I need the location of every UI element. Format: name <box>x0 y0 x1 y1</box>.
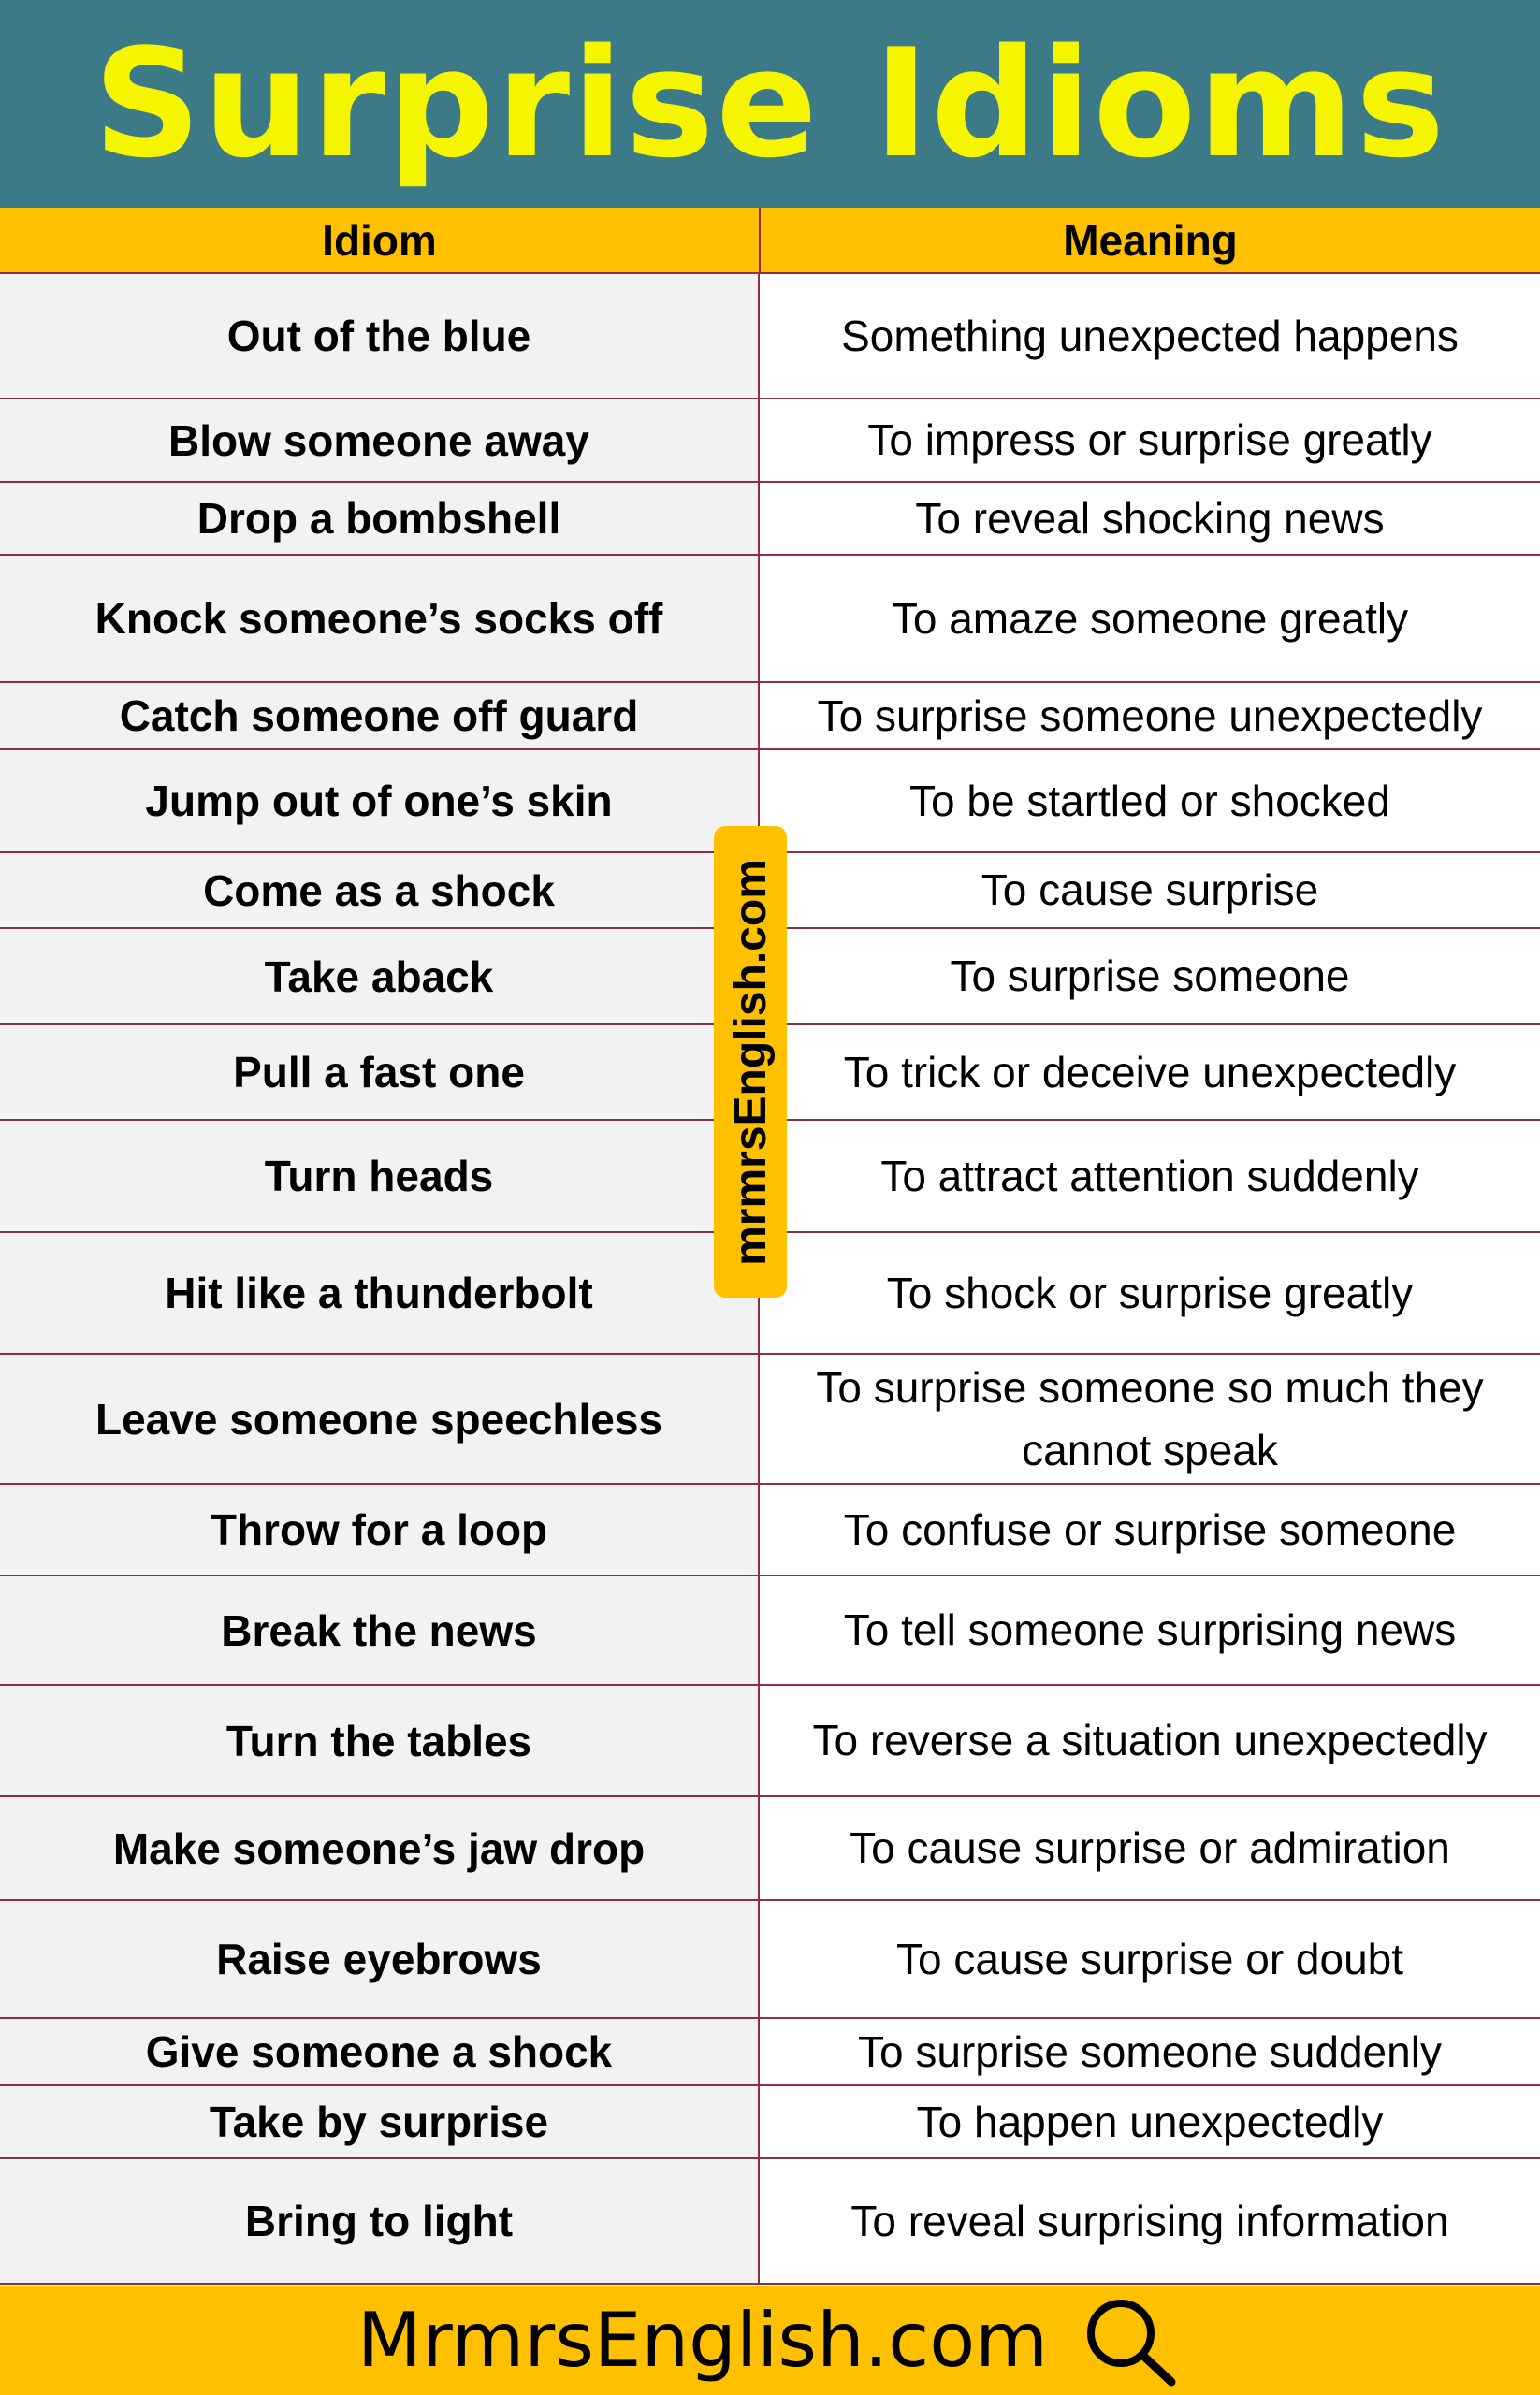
page-title: Surprise Idioms <box>93 16 1447 191</box>
meaning-cell: To surprise someone unexpectedly <box>760 683 1540 748</box>
meaning-cell: To surprise someone suddenly <box>760 2019 1540 2084</box>
title-banner <box>0 0 1540 208</box>
idiom-cell: Come as a shock <box>0 853 760 927</box>
table-row <box>0 2159 1540 2285</box>
idiom-cell: Turn heads <box>0 1121 760 1231</box>
meaning-cell: To happen unexpectedly <box>760 2086 1540 2157</box>
meaning-cell: To trick or deceive unexpectedly <box>760 1025 1540 1119</box>
footer-bar <box>0 2286 1540 2395</box>
meaning-cell: To be startled or shocked <box>760 750 1540 851</box>
meaning-cell: To attract attention suddenly <box>760 1121 1540 1231</box>
idiom-cell: Leave someone speechless <box>0 1355 760 1483</box>
idiom-cell: Raise eyebrows <box>0 1901 760 2017</box>
search-icon[interactable] <box>1080 2294 1183 2388</box>
meaning-cell: To reverse a situation unexpectedly <box>760 1686 1540 1795</box>
idiom-cell: Knock someone’s socks off <box>0 556 760 681</box>
table-row <box>0 1355 1540 1485</box>
idiom-cell: Break the news <box>0 1576 760 1684</box>
idiom-cell: Blow someone away <box>0 399 760 481</box>
table-row <box>0 1797 1540 1901</box>
meaning-cell: To surprise someone so much they cannot speak <box>760 1355 1540 1483</box>
table-row <box>0 1485 1540 1576</box>
idiom-cell: Take by surprise <box>0 2086 760 2157</box>
idiom-cell: Pull a fast one <box>0 1025 760 1119</box>
watermark-badge <box>714 826 787 1298</box>
meaning-cell: To tell someone surprising news <box>760 1576 1540 1684</box>
meaning-cell: To cause surprise or doubt <box>760 1901 1540 2017</box>
table-row <box>0 2019 1540 2086</box>
idiom-cell: Drop a bombshell <box>0 483 760 554</box>
idiom-cell: Throw for a loop <box>0 1485 760 1575</box>
idiom-cell: Catch someone off guard <box>0 683 760 748</box>
meaning-cell: To confuse or surprise someone <box>760 1485 1540 1575</box>
idiom-cell: Make someone’s jaw drop <box>0 1797 760 1899</box>
idiom-cell: Out of the blue <box>0 274 760 398</box>
idiom-cell: Take aback <box>0 929 760 1023</box>
meaning-cell: To cause surprise or admiration <box>760 1797 1540 1899</box>
meaning-cell: Something unexpected happens <box>760 274 1540 398</box>
table-row <box>0 274 1540 399</box>
meaning-cell: To cause surprise <box>760 853 1540 927</box>
table-header <box>0 208 1540 274</box>
meaning-cell: To reveal shocking news <box>760 483 1540 554</box>
header-idiom: Idiom <box>0 208 761 272</box>
table-row <box>0 1901 1540 2019</box>
table-row <box>0 399 1540 483</box>
table-row <box>0 1576 1540 1686</box>
table-row <box>0 2086 1540 2159</box>
header-meaning: Meaning <box>1063 215 1238 265</box>
idiom-cell: Hit like a thunderbolt <box>0 1233 760 1353</box>
meaning-cell: To reveal surprising information <box>760 2159 1540 2283</box>
table-row <box>0 1686 1540 1797</box>
watermark-text: mrmrsEnglish.com <box>725 858 776 1266</box>
table-row <box>0 683 1540 750</box>
meaning-cell: To shock or surprise greatly <box>760 1233 1540 1353</box>
meaning-cell: To impress or surprise greatly <box>760 399 1540 481</box>
table-row <box>0 556 1540 683</box>
idiom-cell: Bring to light <box>0 2159 760 2283</box>
idiom-cell: Give someone a shock <box>0 2019 760 2084</box>
idiom-cell: Turn the tables <box>0 1686 760 1795</box>
idiom-cell: Jump out of one’s skin <box>0 750 760 851</box>
meaning-cell: To amaze someone greatly <box>760 556 1540 681</box>
footer-site-name[interactable]: MrmrsEnglish.com <box>356 2296 1049 2384</box>
table-row <box>0 483 1540 556</box>
meaning-cell: To surprise someone <box>760 929 1540 1023</box>
